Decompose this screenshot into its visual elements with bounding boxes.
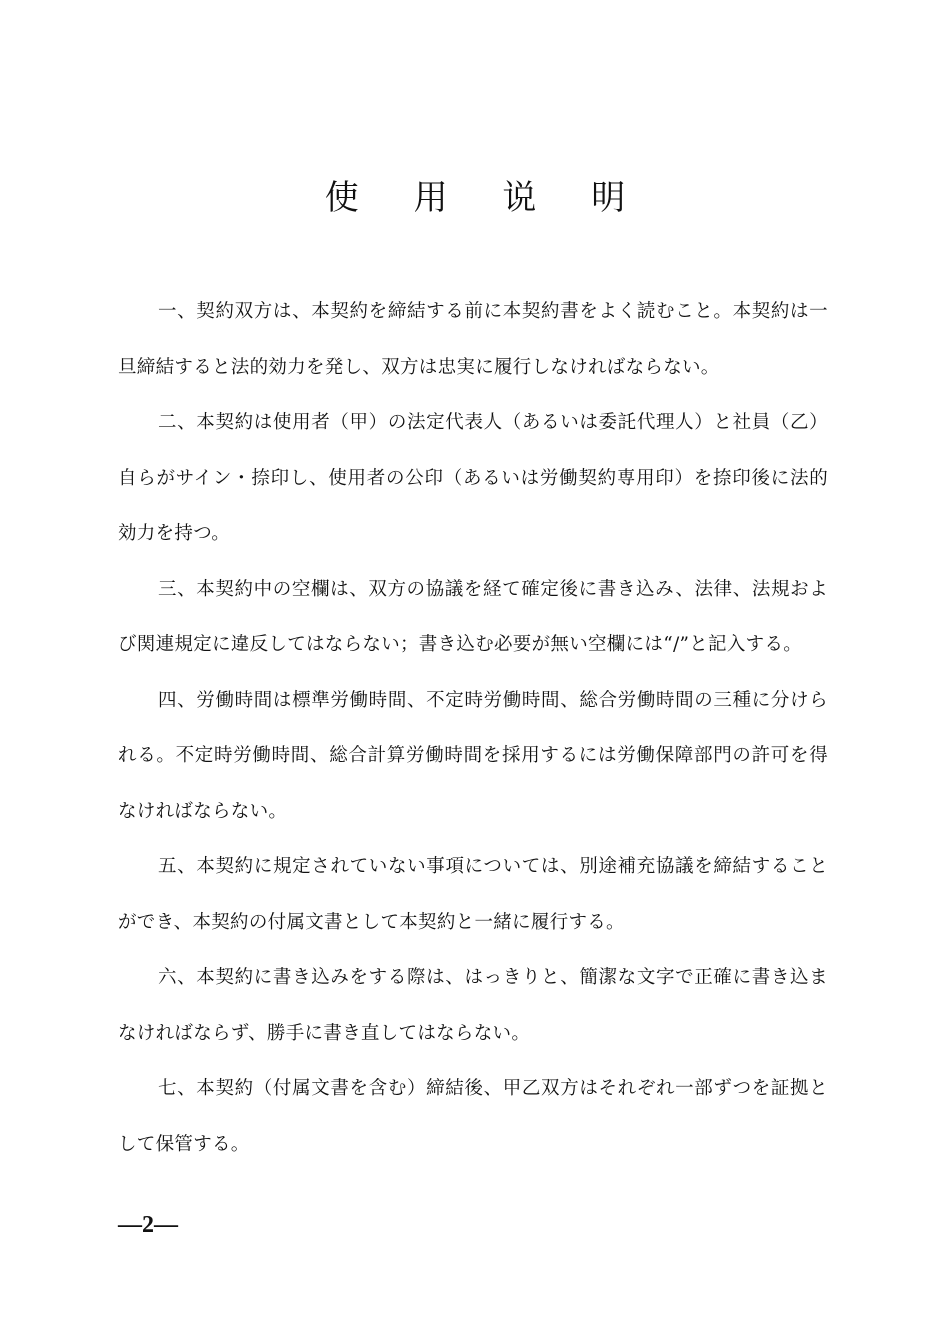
instruction-paragraph-5: 五、本契約に規定されていない事項については、別途補充協議を締結することができ、本契約の付属文書として本契約と一緒に履行する。 xyxy=(118,856,828,933)
instruction-paragraph-6: 六、本契約に書き込みをする際は、はっきりと、簡潔な文字で正確に書き込まなければならず、勝手に書き直してはならない。 xyxy=(118,967,828,1044)
page-number: —2— xyxy=(118,1212,178,1238)
instruction-paragraph-4: 四、労働時間は標準労働時間、不定時労働時間、総合労働時間の三種に分けられる。不定時労働時間、総合計算労働時間を採用するには労働保障部門の許可を得なければならない。 xyxy=(118,689,828,822)
page-title: 使 用 说 明 xyxy=(324,178,648,218)
instructions-body xyxy=(118,284,828,1172)
instruction-paragraph-7: 七、本契約（付属文書を含む）締結後、甲乙双方はそれぞれ一部ずつを証拠として保管する。 xyxy=(118,1078,828,1155)
instruction-paragraph-1: 一、契約双方は、本契約を締結する前に本契約書をよく読むこと。本契約は一旦締結すると法的効力を発し、双方は忠実に履行しなければならない。 xyxy=(118,301,828,378)
instruction-paragraph-3: 三、本契約中の空欄は、双方の協議を経て確定後に書き込み、法律、法規および関連規定に違反してはならない；書き込む必要が無い空欄には“/”と記入する。 xyxy=(118,578,828,655)
instruction-paragraph-2: 二、本契約は使用者（甲）の法定代表人（あるいは委託代理人）と社員（乙）自らがサイン・捺印し、使用者の公印（あるいは労働契約専用印）を捺印後に法的効力を持つ。 xyxy=(118,412,828,544)
